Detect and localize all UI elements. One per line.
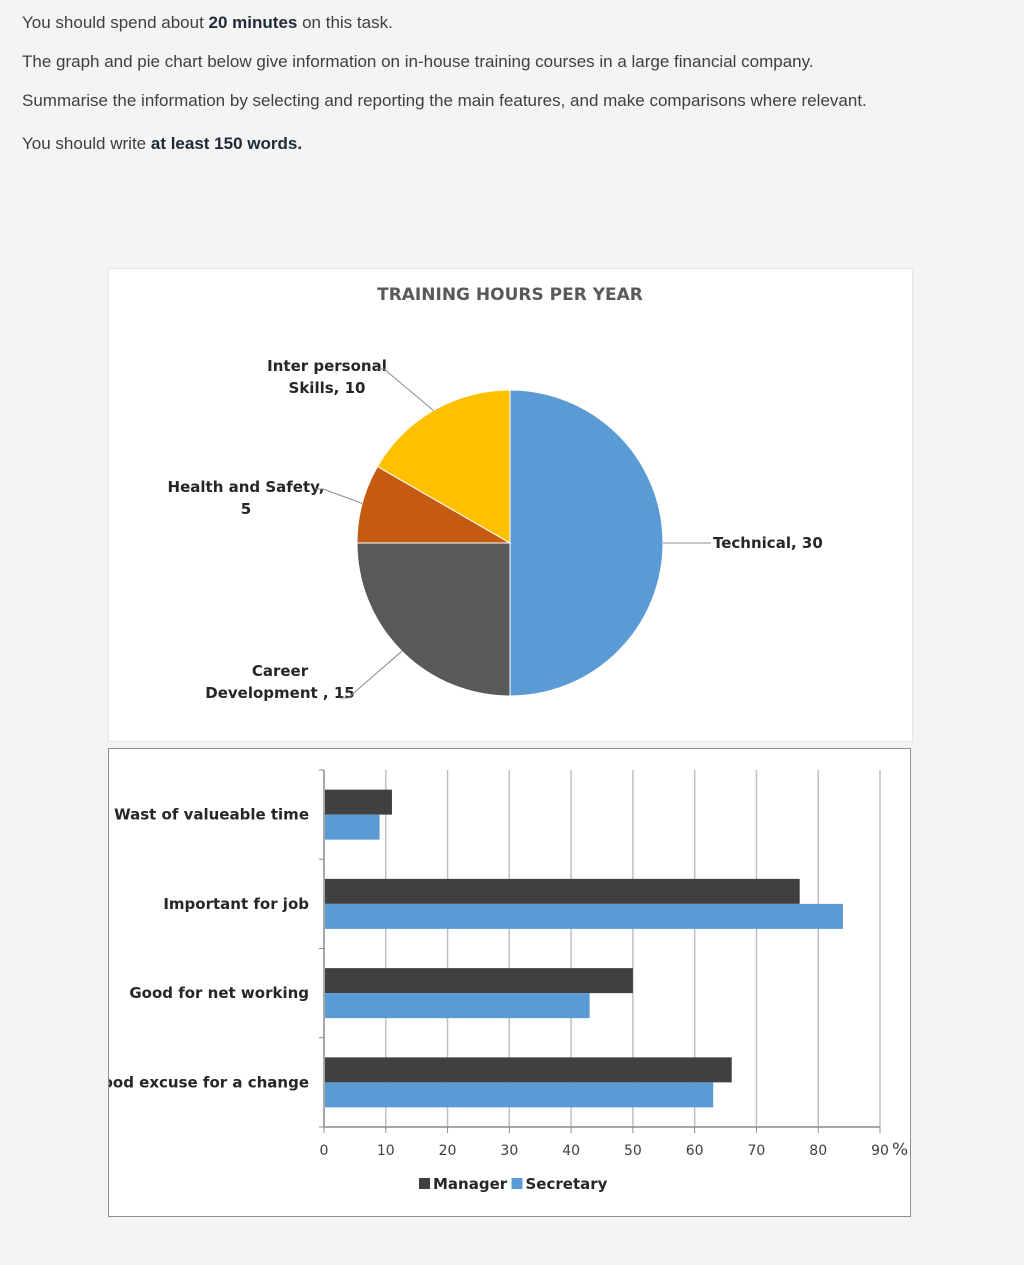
category-label: Wast of valueable time [114, 805, 309, 824]
bar-manager [325, 1057, 732, 1082]
category-label: Good excuse for a change [109, 1073, 309, 1092]
pie-label-interpersonal-line2: Skills, 10 [288, 379, 366, 397]
x-tick-label: 90 [871, 1143, 889, 1159]
pie-chart [109, 269, 912, 741]
x-tick-label: 80 [809, 1143, 828, 1159]
bar-manager [325, 968, 633, 993]
bar-secretary [325, 993, 590, 1018]
pie-label-health-line1: Health and Safety, [167, 478, 325, 496]
instruction-description: The graph and pie chart below give information on in-house training courses in a large financial company. [22, 52, 814, 71]
pie-label-health-line2: 5 [240, 500, 252, 518]
instruction-summarise: Summarise the information by selecting and reporting the main features, and make comparisons where relevant. [22, 91, 867, 110]
x-tick-label: 30 [500, 1143, 519, 1159]
bar-secretary [325, 1082, 713, 1107]
x-tick-label: 70 [747, 1143, 766, 1159]
bar-manager [325, 790, 392, 815]
x-tick-label: 40 [562, 1143, 581, 1159]
category-label: Good for net working [129, 984, 309, 1003]
bar-chart-panel [108, 748, 911, 1217]
pie-label-interpersonal-line1: Inter personal [267, 357, 387, 375]
pie-slice-technical [510, 390, 663, 696]
x-tick-label: 60 [685, 1143, 704, 1159]
pie-label-career-line2: Development , 15 [205, 684, 355, 702]
task-instructions [22, 8, 982, 172]
bar-manager [325, 879, 800, 904]
bar-secretary [325, 815, 380, 840]
legend-label-manager: Manager [433, 1175, 508, 1193]
x-tick-label: 0 [319, 1143, 329, 1159]
category-label: Important for job [163, 894, 309, 913]
bar-chart [109, 749, 910, 1216]
x-tick-label: 10 [376, 1143, 395, 1159]
pie-label-technical: Technical, 30 [713, 534, 823, 552]
x-tick-label: 50 [623, 1143, 642, 1159]
bar-secretary [325, 904, 843, 929]
pie-label-career-line1: Career [251, 662, 309, 680]
instruction-word-count: You should write at least 150 words. [22, 134, 303, 153]
x-tick-label: 20 [438, 1143, 457, 1159]
pie-chart-panel [108, 268, 913, 742]
legend-swatch-manager [419, 1178, 430, 1189]
x-axis-unit: % [892, 1140, 909, 1160]
legend-swatch-secretary [512, 1178, 523, 1189]
leader-line-interpersonal [379, 369, 434, 410]
pie-chart-title: TRAINING HOURS PER YEAR [377, 285, 643, 305]
pie-slice-career-development [357, 543, 510, 696]
instruction-time: You should spend about 20 minutes on this task. [22, 13, 393, 32]
legend-label-secretary: Secretary [525, 1175, 608, 1193]
